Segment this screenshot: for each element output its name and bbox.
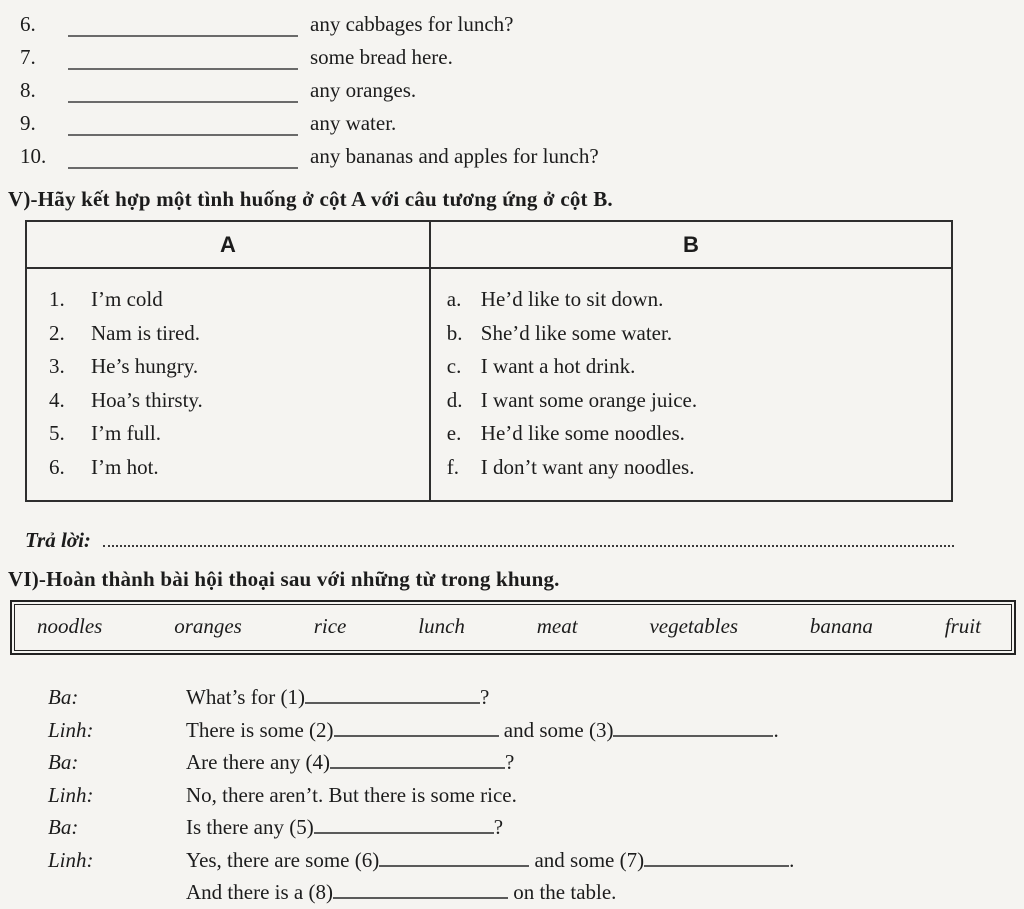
fill-item-7 [20, 41, 1024, 74]
text-segment: Is there any (5) [186, 815, 314, 839]
item-text: any cabbages for lunch? [310, 12, 514, 36]
word-fruit: fruit [944, 614, 981, 638]
item-text: any bananas and apples for lunch? [310, 144, 599, 168]
dialogue-text [186, 876, 1024, 909]
text-segment: and some (7) [534, 847, 645, 872]
answer-blank [68, 15, 298, 37]
matching-table [25, 220, 953, 502]
item-number: 1. [49, 287, 65, 311]
item-number: 3. [49, 354, 65, 378]
answer-blank-3 [613, 723, 773, 737]
item-text: She’d like some water. [480, 320, 673, 345]
speaker-name: Linh: [48, 782, 94, 807]
item-text: I want some orange juice. [480, 387, 698, 412]
item-number: 8. [20, 78, 36, 102]
item-letter: a. [446, 287, 462, 311]
item-number: 10. [20, 144, 47, 168]
answer-blank [68, 81, 298, 103]
item-number: 6. [20, 12, 36, 36]
col-a-item-2 [49, 317, 429, 351]
column-a-header: A [27, 222, 431, 267]
text-segment: ? [479, 685, 490, 709]
answer-blank [68, 48, 298, 70]
item-text: any water. [310, 111, 397, 135]
word-lunch: lunch [418, 614, 465, 638]
dialogue-line-5 [48, 811, 1024, 844]
dialogue-text [186, 681, 1024, 714]
speaker-name: Ba: [48, 685, 79, 709]
item-letter: b. [446, 320, 463, 345]
item-text: I want a hot drink. [480, 354, 636, 378]
item-text: Hoa’s thirsty. [91, 387, 203, 412]
item-number: 4. [49, 387, 65, 412]
dialogue-line-4 [48, 779, 1024, 812]
word-box [10, 600, 1016, 655]
item-text: He’d like some noodles. [480, 421, 685, 445]
col-b-item-c [447, 350, 951, 384]
answer-line [25, 528, 994, 553]
item-letter: c. [446, 354, 462, 378]
item-number: 7. [20, 45, 36, 69]
word-box-inner [14, 604, 1012, 651]
col-a-item-1 [49, 283, 429, 317]
answer-blank-2 [334, 723, 499, 737]
item-text: I’m cold [91, 287, 163, 311]
item-text: Nam is tired. [91, 320, 201, 345]
dialogue-text [186, 779, 1024, 812]
item-letter: e. [446, 421, 462, 445]
fill-item-6 [20, 8, 1024, 41]
section-v-heading: V)-Hãy kết hợp một tình huống ở cột A với câu tương ứng ở cột B. [8, 187, 613, 211]
table-body [27, 269, 951, 500]
fill-item-9 [20, 107, 1024, 140]
col-b-item-f [447, 451, 951, 485]
item-text: He’d like to sit down. [480, 287, 664, 311]
text-segment: And there is a (8) [186, 880, 333, 904]
text-segment: Are there any (4) [186, 750, 331, 774]
text-segment: . [773, 717, 779, 742]
item-number: 9. [20, 111, 36, 135]
col-a-item-4 [49, 384, 429, 418]
item-text: I’m full. [91, 421, 161, 445]
item-text: some bread here. [310, 45, 453, 69]
fill-in-list [0, 6, 1024, 173]
speaker-name: Linh: [48, 717, 94, 742]
item-letter: d. [446, 387, 463, 412]
dialogue-line-3 [48, 746, 1024, 779]
speaker-name: Linh: [48, 847, 94, 872]
speaker-name: Ba: [48, 750, 79, 774]
word-rice: rice [313, 614, 347, 638]
dialogue [48, 681, 1024, 909]
column-b-header: B [682, 232, 699, 257]
table-header-row [27, 222, 951, 269]
answer-blank-8 [333, 885, 508, 899]
text-segment: There is some (2) [186, 717, 334, 742]
text-segment: What’s for (1) [186, 685, 305, 709]
col-b-item-d [447, 384, 951, 418]
text-segment: on the table. [513, 880, 617, 904]
item-text: any oranges. [310, 78, 417, 102]
item-number: 2. [49, 320, 65, 345]
section-vi-heading: VI)-Hoàn thành bài hội thoại sau với những từ trong khung. [8, 567, 560, 591]
col-a-item-5 [49, 417, 429, 451]
item-text: I don’t want any noodles. [480, 454, 695, 479]
item-number: 6. [49, 454, 65, 479]
word-noodles: noodles [37, 614, 103, 638]
item-text: I’m hot. [91, 454, 159, 479]
word-banana: banana [809, 614, 873, 638]
column-b-cell [431, 269, 951, 500]
answer-blank-5 [314, 820, 494, 834]
answer-blank [68, 147, 298, 169]
dialogue-line-7 [48, 876, 1024, 909]
col-b-item-b [447, 317, 951, 351]
col-a-item-3 [49, 350, 429, 384]
text-segment: ? [493, 815, 504, 839]
dialogue-text [186, 746, 1024, 779]
answer-blank-4 [330, 755, 505, 769]
item-text: He’s hungry. [91, 354, 199, 378]
col-b-item-a [447, 283, 951, 317]
dialogue-text [186, 811, 1024, 844]
text-segment: . [789, 847, 795, 872]
column-a-cell [27, 269, 431, 500]
text-segment: Yes, there are some (6) [186, 847, 380, 872]
col-a-item-6 [49, 451, 429, 485]
answer-blank [68, 114, 298, 136]
dialogue-line-1 [48, 681, 1024, 714]
text-segment: No, there aren’t. But there is some rice. [186, 782, 517, 807]
answer-blank-1 [305, 690, 480, 704]
word-oranges: oranges [174, 614, 242, 638]
item-letter: f. [446, 454, 460, 479]
answer-label: Trả lời: [25, 528, 91, 552]
dialogue-line-2 [48, 714, 1024, 747]
dotted-answer-line [103, 545, 954, 547]
text-segment: and some (3) [503, 717, 614, 742]
text-segment: ? [505, 750, 515, 774]
fill-item-8 [20, 74, 1024, 107]
speaker-name: Ba: [48, 815, 79, 839]
item-number: 5. [49, 421, 65, 445]
word-vegetables: vegetables [649, 614, 739, 638]
word-meat: meat [536, 614, 578, 638]
fill-item-10 [20, 140, 1024, 173]
col-b-item-e [447, 417, 951, 451]
dialogue-text [186, 714, 1024, 747]
